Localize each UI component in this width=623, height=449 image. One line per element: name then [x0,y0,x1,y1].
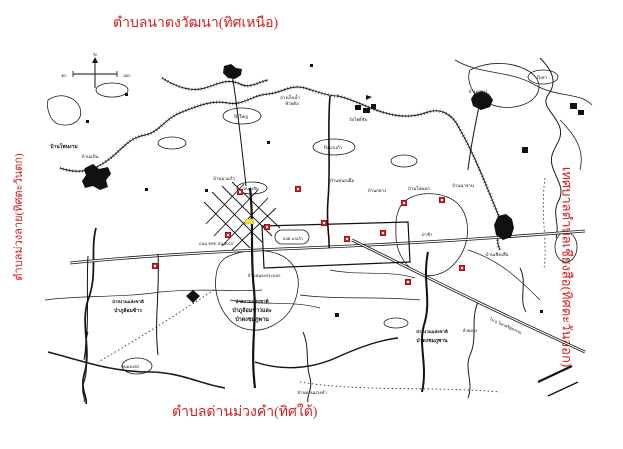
poi-marker [459,265,465,271]
map-label: ป่าสงวนแห่งชาติ [416,329,448,334]
map-label: บ้านโพนงาม [50,144,78,150]
map-label: N [93,52,97,57]
map-label: บ้านหนองผือ [329,178,355,183]
poi-marker [405,279,411,285]
map-label: ป่าช้า [421,232,433,237]
poi-marker [237,189,243,195]
east-neighbor-label: เทศบาลตำบลเชียงสือ(ทิศตะวันออก) [559,166,575,368]
poi-marker [344,236,350,242]
map-label: วัดโพธิ์ชัย [349,117,367,122]
poi-marker [380,230,386,236]
boundary-layer [45,178,545,404]
map-label: ห้วยค้อ [285,101,299,106]
map-label: บึงสา [536,75,548,80]
map-label: หนองแซง [121,364,139,369]
map-label: บ้านหนองกระบอก [247,273,281,278]
map-label: บึงนาแก้ว [323,145,343,150]
highlighted-parcel [245,219,254,224]
map-label: ถนน รพช. สน 3024 [199,241,233,246]
rivers-layer [60,58,561,402]
north-neighbor-label: ตำบลนาตงวัฒนา(ทิศเหนือ) [113,16,279,31]
map-label: บ้านเชียงสือ [485,252,509,257]
map-label: บึงใหญ่ [234,114,248,119]
south-neighbor-label: ตำบลด่านม่วงคำ(ทิศใต้) [172,405,318,420]
map-label: ออก [123,73,131,78]
map-label: ไป อ.โคกศรีสุพรรณ [488,316,523,335]
map-label: ป่าดงชมภูพาน [235,317,269,323]
poi-marker [225,232,231,238]
map-label: ป่าภูล้อมข้าวและ [232,308,272,314]
map-label: บ้านนาแก้ว [213,176,235,181]
poi-marker [401,200,407,206]
map-label: บ้านด่านม่วงคำ [297,390,327,395]
map-label: ป่าภูล้อมข้าว [114,308,142,314]
map-label: บ้านกลาง [367,188,387,193]
villages-layer [82,64,584,317]
map-label: หนองสิม [243,186,259,191]
map-label: อบต.นาแก้ว [283,237,303,241]
poi-marker [264,224,270,230]
map-label: ป่าดงชมภูพาน [416,338,448,344]
map-label: บ้านโพนบก [408,186,430,191]
map-label: บ้านนาจาน [452,183,474,188]
west-neighbor-label: ตำบลม่วงลาย(ทิศตะวันตก) [13,153,25,281]
map-label: อ่างเก็บน้ำ [280,95,300,100]
map-label: บ้านแป้น [81,154,99,159]
map-label: ห้วยยาง [462,328,478,333]
map-label: ตก [61,73,67,78]
poi-marker [321,220,327,226]
poi-marker [439,197,445,203]
map-label: ป่าสงวนแห่งชาติ [235,299,269,304]
poi-marker [295,186,301,192]
poi-marker [152,263,158,269]
map-label: ป่าสงวนแห่งชาติ [112,299,144,304]
map-label: บ้านท่าแร่ [468,89,488,94]
